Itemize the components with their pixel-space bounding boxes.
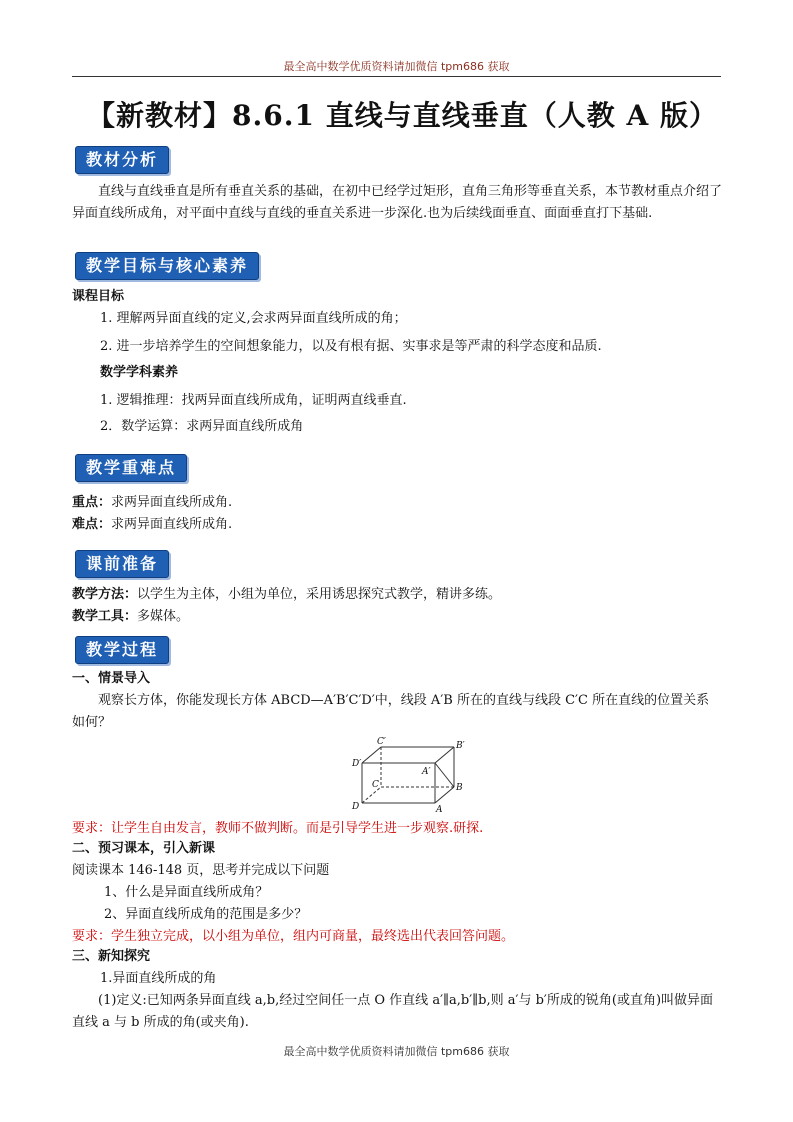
step3-heading: 三、新知探究 <box>72 949 151 964</box>
cuboid-figure <box>340 735 480 815</box>
section-badge-key: 教学重难点 <box>75 454 187 482</box>
page-header: 最全高中数学优质资料请加微信 tpm686 获取 <box>283 60 510 73</box>
label-b1: B′ <box>456 741 465 751</box>
label-c1: C′ <box>377 737 386 747</box>
step1-text: 观察长方体，你能发现长方体 ABCD—A′B′C′D′中，线段 A′B 所在的直线与线段 C′C 所在直线的位置关系如何？ <box>72 693 710 730</box>
page-footer: 最全高中数学优质资料请加微信 tpm686 获取 <box>283 1045 510 1058</box>
label-a: A <box>436 805 443 815</box>
label-d: D <box>352 802 360 812</box>
course-goal-item: 2. 进一步培养学生的空间想象能力，以及有根有据、实事求是等严肃的科学态度和品质. <box>100 339 602 354</box>
course-goals-label: 课程目标 <box>72 289 125 304</box>
literacy-item: 1. 逻辑推理：找两异面直线所成角，证明两直线垂直. <box>100 393 407 408</box>
teaching-method: 教学方法：以学生为主体，小组为单位，采用诱思探究式教学，精讲多练。 <box>72 587 502 602</box>
step3-definition: (1)定义:已知两条异面直线 a,b,经过空间任一点 O 作直线 a′∥a,b′∥b,则 a′与 b′所成的锐角(或直角)叫做异面直线 a 与 b 所成的角(或夹角). <box>72 993 714 1030</box>
cuboid-diagram <box>340 735 480 815</box>
section-badge-process: 教学过程 <box>75 636 169 664</box>
step1-requirement: 要求：让学生自由发言，教师不做判断。而是引导学生进一步观察.研探. <box>72 821 484 836</box>
literacy-label: 数学学科素养 <box>100 365 179 380</box>
step2-question: 1、什么是异面直线所成角？ <box>104 885 269 900</box>
step2-heading: 二、预习课本，引入新课 <box>72 841 216 856</box>
step2-requirement: 要求：学生独立完成，以小组为单位，组内可商量，最终选出代表回答问题。 <box>72 929 515 944</box>
label-b: B <box>456 783 463 793</box>
label-a1: A′ <box>422 767 431 777</box>
label-d1: D′ <box>352 759 362 769</box>
header-rule <box>72 76 721 77</box>
step3-subheading: 1.异面直线所成的角 <box>100 971 217 986</box>
analysis-text: 直线与直线垂直是所有垂直关系的基础，在初中已经学过矩形，直角三角形等垂直关系，本节教材重点介绍了异面直线所成角，对平面中直线与直线的垂直关系进一步深化.也为后续线面垂直、面面垂直打下基础. <box>72 184 723 221</box>
course-goal-item: 1. 理解两异面直线的定义,会求两异面直线所成的角； <box>100 311 407 326</box>
step1-heading: 一、情景导入 <box>72 671 151 686</box>
section-badge-goals: 教学目标与核心素养 <box>75 252 259 280</box>
section-badge-prep: 课前准备 <box>75 550 169 578</box>
step2-question: 2、异面直线所成角的范围是多少？ <box>104 907 308 922</box>
section-badge-analysis: 教材分析 <box>75 146 169 174</box>
difficult-point: 难点：求两异面直线所成角. <box>72 517 233 532</box>
page-title: 【新教材】8.6.1 直线与直线垂直（人教 A 版） <box>87 99 718 132</box>
label-c: C <box>372 780 379 790</box>
literacy-item: 2．数学运算：求两异面直线所成角 <box>100 419 304 434</box>
key-point: 重点：求两异面直线所成角. <box>72 495 233 510</box>
step2-text: 阅读课本 146-148 页，思考并完成以下问题 <box>72 863 330 878</box>
teaching-tools: 教学工具：多媒体。 <box>72 609 190 624</box>
